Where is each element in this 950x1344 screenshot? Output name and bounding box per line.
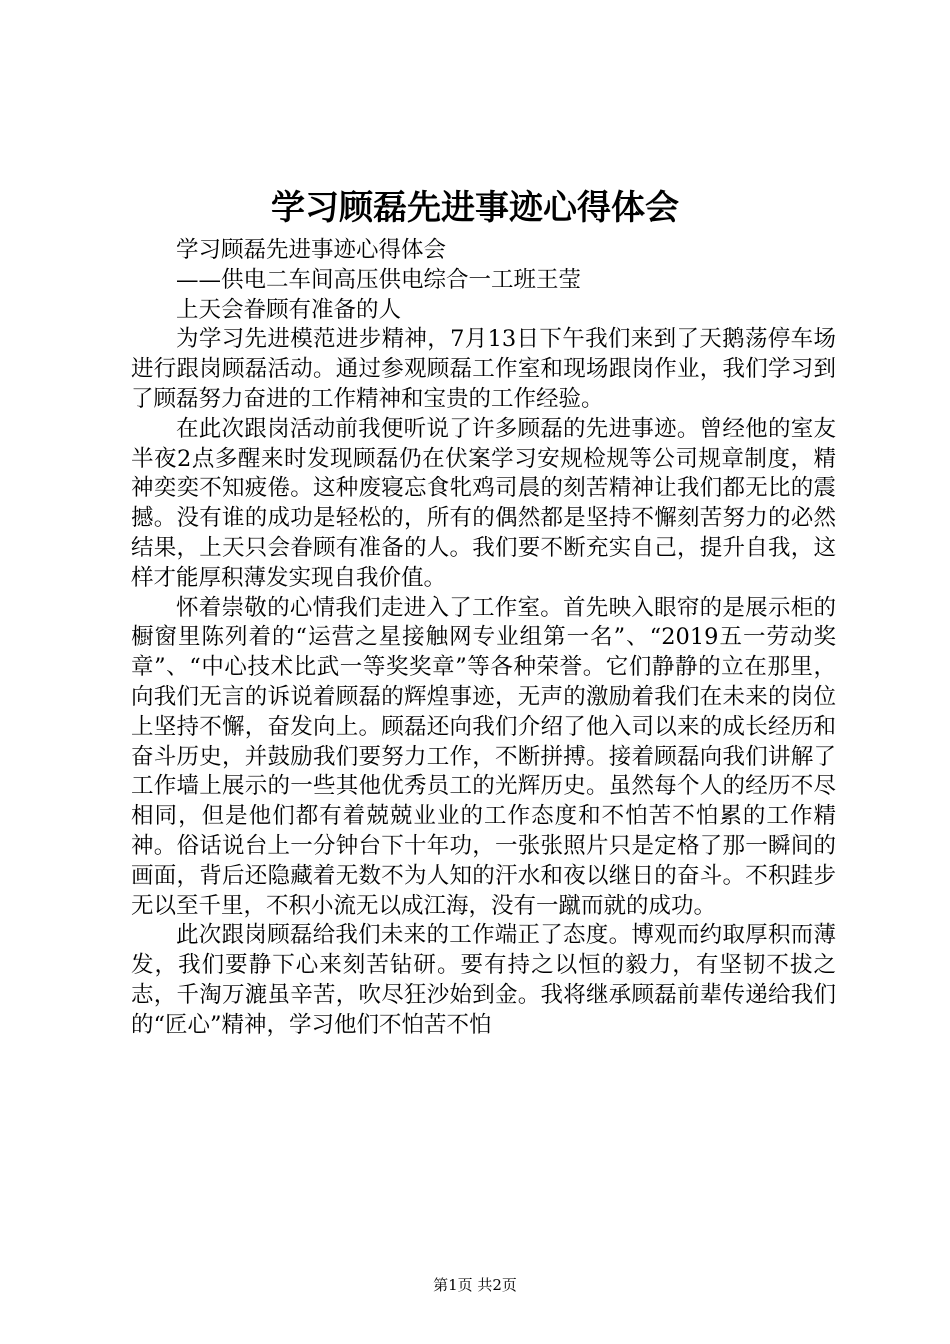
paragraph: 在此次跟岗活动前我便听说了许多顾磊的先进事迹。曾经他的室友半夜2点多醒来时发现顾磊仍在伏案学习安规检规等公司规章制度，精神奕奕不知疲倦。这种废寝忘食牝鸡司晨的刻苦精神让我们都无比的震撼。没有谁的成功是轻松的，所有的偶然都是坚持不懈刻苦努力的必然结果，上天只会眷顾有准备的人。我们要不断充实自己，提升自我，这样才能厚积薄发实现自我价值。	[131, 415, 836, 591]
author-line: ——供电二车间高压供电综合一工班王莹	[176, 266, 582, 293]
paragraph: 怀着崇敬的心情我们走进入了工作室。首先映入眼帘的是展示柜的橱窗里陈列着的“运营之星接触网专业组第一名”、“2019五一劳动奖章”、“中心技术比武一等奖奖章”等各种荣誉。它们静静的立在那里，向我们无言的诉说着顾磊的辉煌事迹，无声的激励着我们在未来的岗位上坚持不懈，奋发向上。顾磊还向我们介绍了他入司以来的成长经历和奋斗历史，并鼓励我们要努力工作，不断拼搏。接着顾磊向我们讲解了工作墙上展示的一些其他优秀员工的光辉历史。虽然每个人的经历不尽相同，但是他们都有着兢兢业业的工作态度和不怕苦不怕累的工作精神。俗话说台上一分钟台下十年功，一张张照片只是定格了那一瞬间的画面，背后还隐藏着无数不为人知的汗水和夜以继日的奋斗。不积跬步无以至千里，不积小流无以成江海，没有一蹴而就的成功。	[131, 594, 836, 919]
page-number: 第1页 共2页	[433, 1276, 517, 1294]
paragraph: 为学习先进模范进步精神，7月13日下午我们来到了天鹅荡停车场进行跟岗顾磊活动。通过参观顾磊工作室和现场跟岗作业，我们学习到了顾磊努力奋进的工作精神和宝贵的工作经验。	[131, 326, 836, 412]
intro-heading: 学习顾磊先进事迹心得体会	[176, 237, 447, 263]
document-body	[131, 236, 836, 1041]
document-title: 学习顾磊先进事迹心得体会	[271, 188, 679, 228]
subtitle-line: 上天会眷顾有准备的人	[176, 296, 402, 323]
paragraph: 此次跟岗顾磊给我们未来的工作端正了态度。博观而约取厚积而薄发，我们要静下心来刻苦钻研。要有持之以恒的毅力，有坚韧不拔之志，千淘万漉虽辛苦，吹尽狂沙始到金。我将继承顾磊前辈传递给我们的“匠心”精神，学习他们不怕苦不怕	[131, 922, 836, 1038]
